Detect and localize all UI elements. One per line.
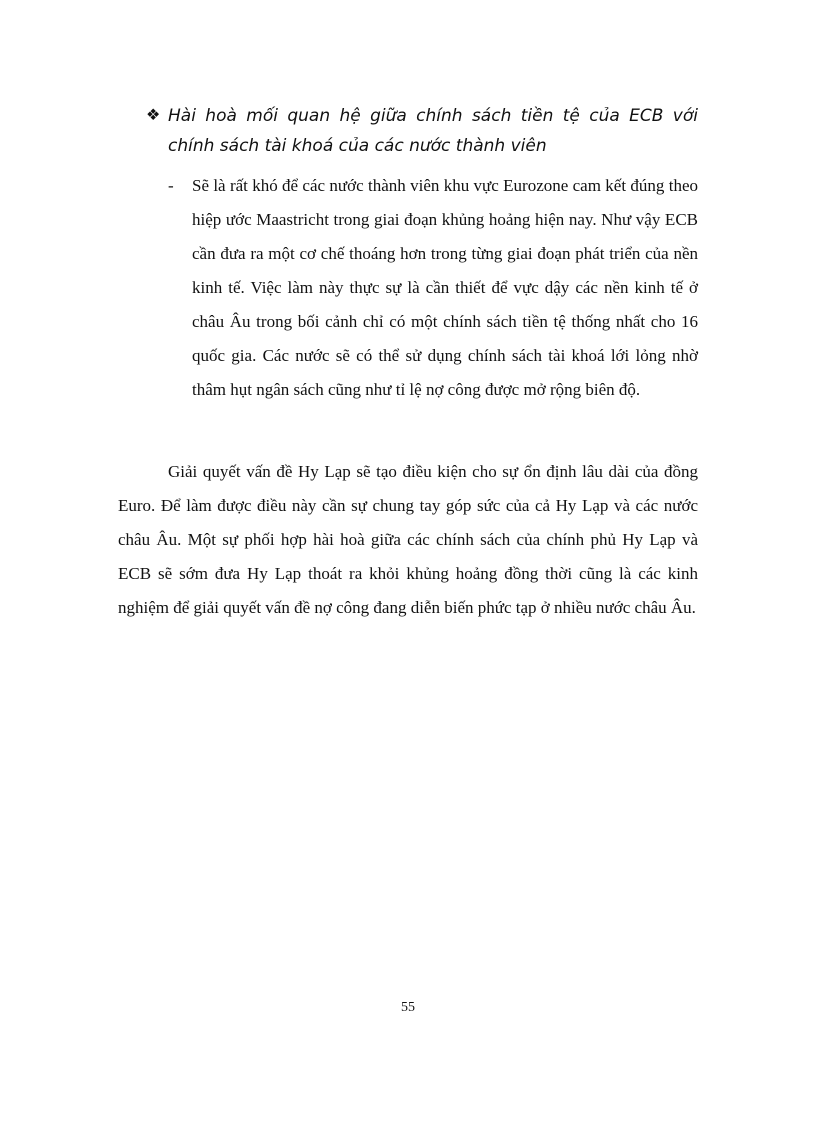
page-number: 55 — [401, 1000, 415, 1015]
diamond-bullet-icon: ❖ — [146, 107, 161, 124]
dash-list-item-text: Sẽ là rất khó để các nước thành viên khu vực Eurozone cam kết đúng theo hiệp ước Maastricht trong giai đoạn khủng hoảng hiện nay. Như vậy ECB cần đưa ra một cơ chế thoáng hơn trong từng giai đoạn phát triển của nền kinh tế. Việc làm này thực sự là cần thiết để vực dậy các nền kinh tế ở châu Âu trong bối cảnh chỉ có một chính sách tiền tệ thống nhất cho 16 quốc gia. Các nước sẽ có thể sử dụng chính sách tài khoá lới lỏng nhờ thâm hụt ngân sách cũng như tỉ lệ nợ công được mở rộng biên độ. — [192, 176, 698, 399]
section-heading — [146, 101, 698, 161]
section-heading-text: Hài hoà mối quan hệ giữa chính sách tiền tệ của ECB với chính sách tài khoá của các nước thành viên — [168, 106, 698, 156]
dash-list-item — [168, 169, 698, 407]
dash-marker: - — [168, 176, 174, 195]
body-paragraph: Giải quyết vấn đề Hy Lạp sẽ tạo điều kiện cho sự ổn định lâu dài của đồng Euro. Để làm được điều này cần sự chung tay góp sức của cả Hy Lạp và các nước châu Âu. Một sự phối hợp hài hoà giữa các chính sách của chính phủ Hy Lạp và ECB sẽ sớm đưa Hy Lạp thoát ra khỏi khủng hoảng đồng thời cũng là các kinh nghiệm để giải quyết vấn đề nợ công đang diễn biến phức tạp ở nhiều nước châu Âu. — [118, 462, 698, 617]
